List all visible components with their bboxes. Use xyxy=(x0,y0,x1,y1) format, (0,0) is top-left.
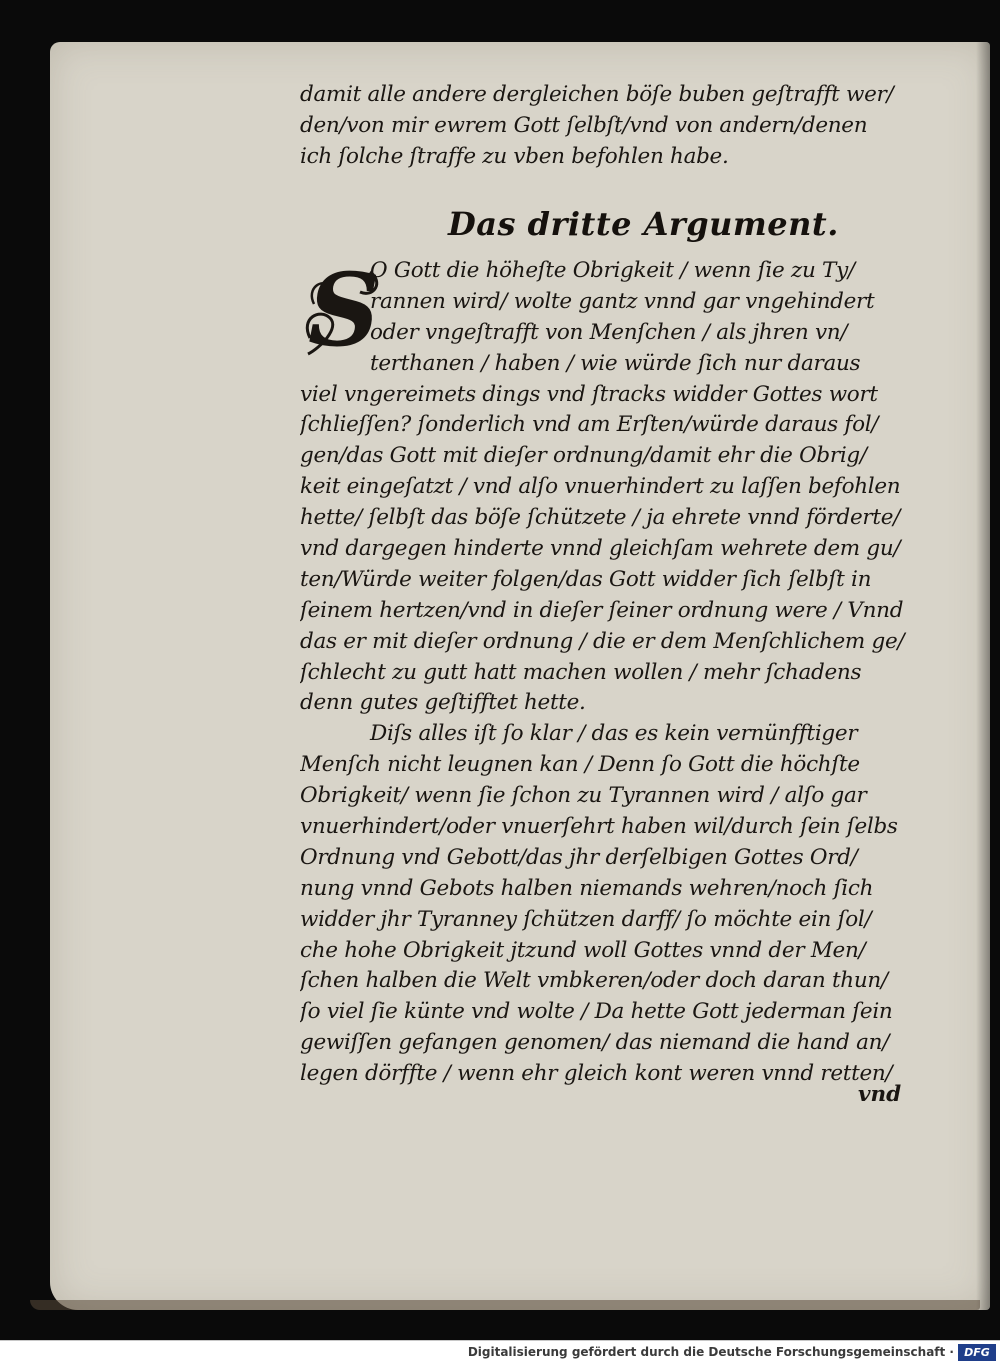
text-line: den/von mir ewrem Gott ſelbſt/vnd von andern/denen xyxy=(300,112,868,138)
text-line: hette/ ſelbſt das böſe ſchützete / ja ehrete vnnd förderte/ xyxy=(300,505,901,531)
dfg-logo[interactable]: DFG xyxy=(958,1344,996,1361)
continuation-text xyxy=(300,80,922,173)
text-line: ſchlecht zu gutt hatt machen wollen / mehr ſchadens xyxy=(300,659,862,685)
text-line: gewiſſen gefangen genomen/ das niemand die hand an/ xyxy=(300,1030,890,1056)
text-line: ten/Würde weiter folgen/das Gott widder ſich ſelbſt in xyxy=(300,566,872,592)
text-line: Obrigkeit/ wenn ſie ſchon zu Tyrannen wird / alſo gar xyxy=(300,783,867,809)
text-line: ſchlieſſen? ſonderlich vnd am Erſten/würde daraus fol/ xyxy=(300,412,879,438)
text-line: Diſs alles iſt ſo klar / das es kein vernünfftiger xyxy=(370,721,858,747)
catchword: vnd xyxy=(858,1082,902,1107)
text-line: denn gutes geſtifftet hette. xyxy=(300,690,586,716)
page-edge-shadow xyxy=(976,42,990,1310)
text-line: ich ſolche ſtraffe zu vben befohlen habe. xyxy=(300,143,729,169)
text-line: legen dörffte / wenn ehr gleich kont weren vnnd retten/ xyxy=(300,1061,893,1087)
digitization-footer xyxy=(0,1340,1000,1365)
text-line: ſo viel ſie künte vnd wolte / Da hette Gott jederman ſein xyxy=(300,999,893,1025)
text-line: terthanen / haben / wie würde ſich nur daraus xyxy=(370,350,861,376)
text-line: vnuerhindert/oder vnuerſehrt haben wil/durch ſein ſelbs xyxy=(300,814,898,840)
page-lower-edge xyxy=(30,1300,980,1310)
section-heading: Das dritte Argument. xyxy=(448,205,839,243)
funding-notice: Digitalisierung gefördert durch die Deutsche Forschungsgemeinschaft · xyxy=(467,1345,954,1359)
text-line: che hohe Obrigkeit jtzund woll Gottes vnnd der Men/ xyxy=(300,937,866,963)
argument-body xyxy=(300,251,922,1090)
text-line: rannen wird/ wolte gantz vnnd gar vngehindert xyxy=(370,288,875,314)
text-line: keit eingeſatzt / vnd alſo vnuerhindert zu laſſen befohlen xyxy=(300,474,901,500)
drop-cap-initial: S xyxy=(308,251,381,369)
text-line: widder jhr Tyranney ſchützen darff/ ſo möchte ein ſol/ xyxy=(300,906,872,932)
text-line: ſchen halben die Welt vmbkeren/oder doch daran thun/ xyxy=(300,968,888,994)
text-line: oder vngeſtrafft von Menſchen / als jhren vn/ xyxy=(370,319,848,345)
text-line: das er mit dieſer ordnung / die er dem Menſchlichem ge/ xyxy=(300,628,905,654)
text-line: nung vnnd Gebots halben niemands wehren/noch ſich xyxy=(300,875,874,901)
text-line: Menſch nicht leugnen kan / Denn ſo Gott die höchſte xyxy=(300,752,860,778)
text-line: viel vngereimets dings vnd ſtracks widder Gottes wort xyxy=(300,381,878,407)
text-line: O Gott die höheſte Obrigkeit / wenn ſie zu Ty/ xyxy=(370,258,855,283)
text-line: gen/das Gott mit dieſer ordnung/damit ehr die Obrig/ xyxy=(300,443,867,469)
text-line: vnd dargegen hinderte vnnd gleichſam wehrete dem gu/ xyxy=(300,536,901,562)
text-line: damit alle andere dergleichen böſe buben geſtrafft wer/ xyxy=(300,82,894,107)
text-line: Ordnung vnd Gebott/das jhr derſelbigen Gottes Ord/ xyxy=(300,844,858,870)
text-line: ſeinem hertzen/vnd in dieſer ſeiner ordnung were / Vnnd xyxy=(300,597,904,623)
